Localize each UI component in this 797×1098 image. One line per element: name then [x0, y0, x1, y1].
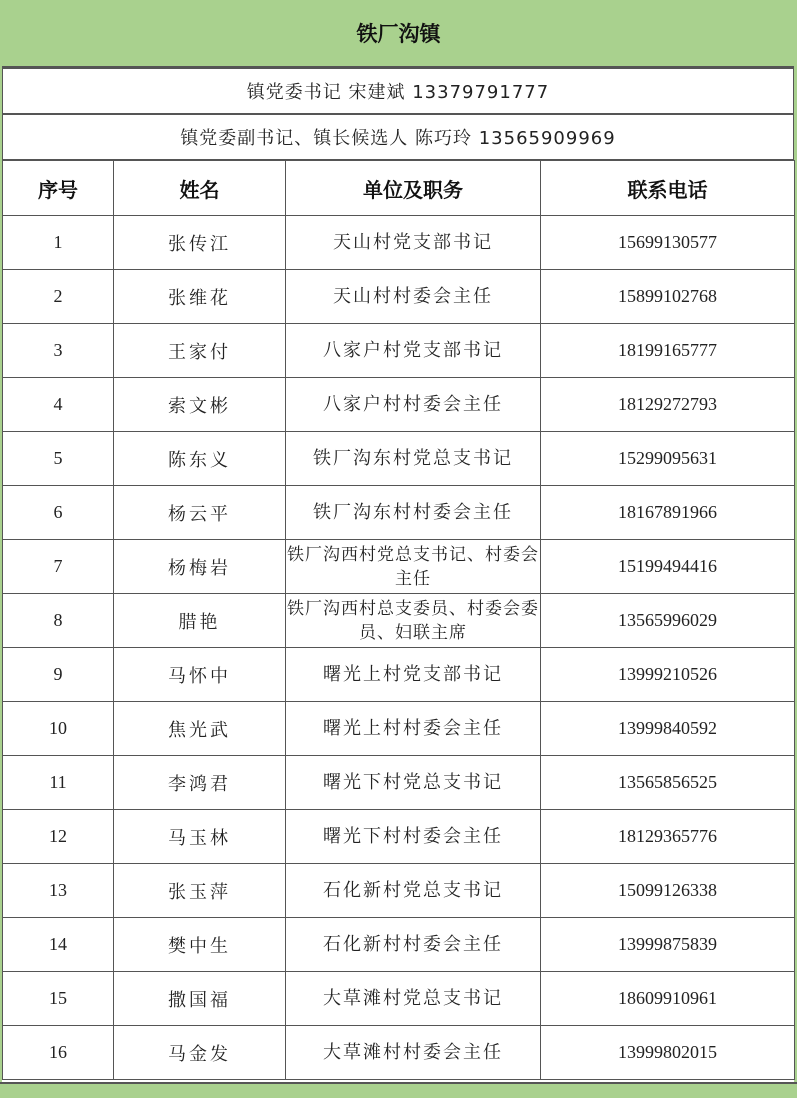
table-row	[3, 486, 795, 540]
phone-cell: 18199165777	[541, 324, 795, 378]
party-secretary-row: 镇党委书记 宋建斌 13379791777	[2, 68, 794, 114]
table-row	[3, 540, 795, 594]
serial-cell: 4	[3, 378, 114, 432]
phone-cell: 15899102768	[541, 270, 795, 324]
serial-cell: 1	[3, 216, 114, 270]
phone-cell: 13999875839	[541, 918, 795, 972]
serial-cell: 2	[3, 270, 114, 324]
table-row	[3, 648, 795, 702]
table-row	[3, 864, 795, 918]
serial-cell: 12	[3, 810, 114, 864]
name-cell: 李鸿君	[114, 756, 286, 810]
phone-cell: 15099126338	[541, 864, 795, 918]
table-row	[3, 702, 795, 756]
serial-cell: 15	[3, 972, 114, 1026]
name-cell: 撒国福	[114, 972, 286, 1026]
role-cell: 曙光下村村委会主任	[286, 810, 541, 864]
name-cell: 腊艳	[114, 594, 286, 648]
name-cell: 张维花	[114, 270, 286, 324]
role-cell: 八家户村党支部书记	[286, 324, 541, 378]
table-row	[3, 378, 795, 432]
serial-cell: 13	[3, 864, 114, 918]
header-name: 姓名	[114, 161, 286, 216]
role-cell: 铁厂沟东村村委会主任	[286, 486, 541, 540]
phone-cell: 15299095631	[541, 432, 795, 486]
table-row	[3, 432, 795, 486]
serial-cell: 3	[3, 324, 114, 378]
serial-cell: 7	[3, 540, 114, 594]
roster-body	[3, 216, 795, 1080]
role-cell: 曙光上村村委会主任	[286, 702, 541, 756]
serial-cell: 6	[3, 486, 114, 540]
phone-cell: 18129272793	[541, 378, 795, 432]
phone-cell: 18609910961	[541, 972, 795, 1026]
phone-cell: 15199494416	[541, 540, 795, 594]
table-row	[3, 270, 795, 324]
name-cell: 马金发	[114, 1026, 286, 1080]
phone-cell: 13999210526	[541, 648, 795, 702]
table-row	[3, 1026, 795, 1080]
table-header-row	[3, 161, 795, 216]
role-cell: 天山村党支部书记	[286, 216, 541, 270]
phone-cell: 15699130577	[541, 216, 795, 270]
serial-cell: 5	[3, 432, 114, 486]
role-cell: 石化新村村委会主任	[286, 918, 541, 972]
role-cell: 天山村村委会主任	[286, 270, 541, 324]
phone-cell: 13999840592	[541, 702, 795, 756]
table-row	[3, 918, 795, 972]
table-row	[3, 324, 795, 378]
table-row	[3, 594, 795, 648]
name-cell: 张传江	[114, 216, 286, 270]
serial-cell: 10	[3, 702, 114, 756]
table-row	[3, 810, 795, 864]
phone-cell: 13565856525	[541, 756, 795, 810]
role-cell: 铁厂沟西村总支委员、村委会委员、妇联主席	[286, 594, 541, 648]
phone-cell: 13999802015	[541, 1026, 795, 1080]
role-cell: 八家户村村委会主任	[286, 378, 541, 432]
phone-cell: 18167891966	[541, 486, 795, 540]
name-cell: 马怀中	[114, 648, 286, 702]
page-title: 铁厂沟镇	[0, 0, 797, 68]
role-cell: 曙光下村党总支书记	[286, 756, 541, 810]
table-row	[3, 216, 795, 270]
role-cell: 大草滩村党总支书记	[286, 972, 541, 1026]
header-role: 单位及职务	[286, 161, 541, 216]
phone-cell: 13565996029	[541, 594, 795, 648]
name-cell: 马玉林	[114, 810, 286, 864]
serial-cell: 8	[3, 594, 114, 648]
header-serial: 序号	[3, 161, 114, 216]
table-row	[3, 972, 795, 1026]
role-cell: 大草滩村村委会主任	[286, 1026, 541, 1080]
name-cell: 焦光武	[114, 702, 286, 756]
roster-table	[2, 160, 795, 1080]
serial-cell: 11	[3, 756, 114, 810]
serial-cell: 16	[3, 1026, 114, 1080]
name-cell: 杨梅岩	[114, 540, 286, 594]
header-phone: 联系电话	[541, 161, 795, 216]
role-cell: 铁厂沟西村党总支书记、村委会主任	[286, 540, 541, 594]
role-cell: 铁厂沟东村党总支书记	[286, 432, 541, 486]
table-row	[3, 756, 795, 810]
name-cell: 樊中生	[114, 918, 286, 972]
name-cell: 索文彬	[114, 378, 286, 432]
name-cell: 杨云平	[114, 486, 286, 540]
serial-cell: 9	[3, 648, 114, 702]
phone-cell: 18129365776	[541, 810, 795, 864]
serial-cell: 14	[3, 918, 114, 972]
name-cell: 陈东义	[114, 432, 286, 486]
role-cell: 石化新村党总支书记	[286, 864, 541, 918]
name-cell: 王家付	[114, 324, 286, 378]
name-cell: 张玉萍	[114, 864, 286, 918]
role-cell: 曙光上村党支部书记	[286, 648, 541, 702]
deputy-secretary-row: 镇党委副书记、镇长候选人 陈巧玲 13565909969	[2, 114, 794, 160]
